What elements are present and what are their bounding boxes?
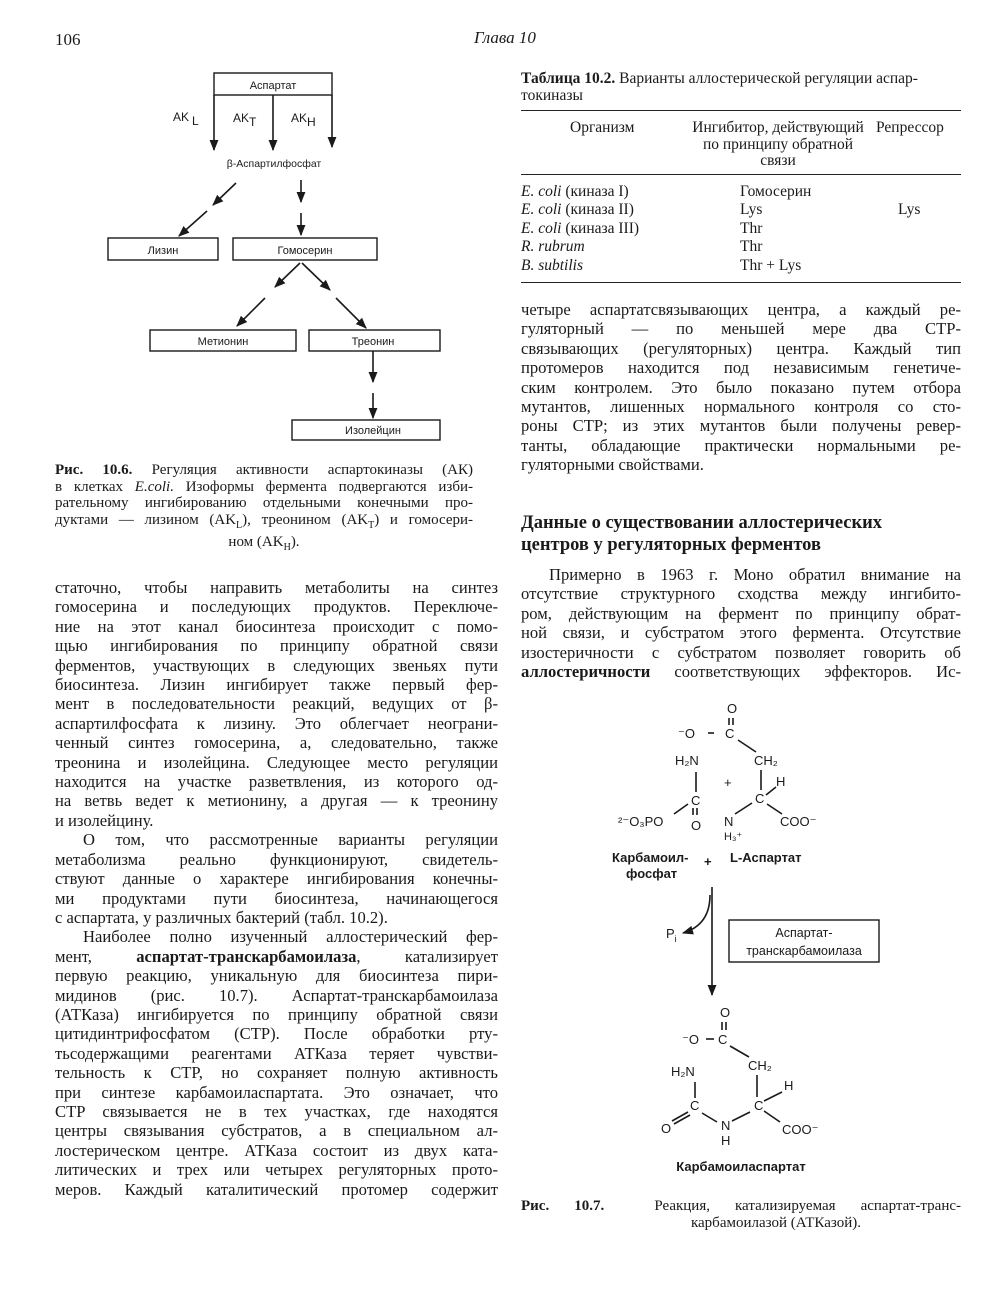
arrow-to-methionine-part2: [237, 298, 265, 326]
svg-text:+: +: [724, 775, 732, 790]
figure-10-7-reaction-diagram: [600, 700, 900, 1190]
product-label: Карбамоиласпартат: [676, 1159, 806, 1174]
pi-label: $P_i$: [666, 926, 677, 944]
svg-text:⁻O: ⁻O: [678, 726, 695, 741]
svg-text:CH₂: CH₂: [748, 1058, 772, 1073]
figure-10-6-pathway-diagram: [0, 0, 500, 450]
svg-text:O: O: [727, 701, 738, 716]
svg-text:COO⁻: COO⁻: [782, 1122, 819, 1137]
aspartyl-phosphate-label: β-Аспартилфосфат: [226, 158, 322, 170]
svg-text:O: O: [661, 1121, 672, 1136]
svg-text:O: O: [691, 818, 702, 833]
table-header-rule: [521, 174, 961, 175]
svg-text:O: O: [720, 1005, 731, 1020]
ak-l-label: AK L: [173, 110, 199, 128]
right-column-paragraph-1: четыре аспартатсвязывающих центра, а каждый ре- гуляторный — по меньшей мере два CTP- связывающих (регуляторных) центра. Каждый тип протомеров находится под независимым генетиче- ским контролем. Это было показано путем отбора мутантов, лишенных нормального контроля со сто- роны CTP; из этих мутантов были получены ревер- танты, обладающие практически нормальными ре- гуляторными свойствами.: [521, 300, 961, 475]
enzyme-label-line2: транскарбамоилаза: [746, 944, 862, 958]
figure-10-7-caption: Рис. 10.7. Реакция, катализируемая аспартат-транс- карбамоилазой (АТКазой).: [521, 1198, 962, 1231]
svg-text:⁻O: ⁻O: [682, 1032, 699, 1047]
left-column-text: статочно, чтобы направить метаболиты на синтез гомосерина и последующих продуктов. Переключе- ние на этот канал биосинтеза происходит с помо- щью ингибирования по принципу обратной связи ферментов, участвующих в следующих звеньях пути биосинтеза. Лизин ингибирует также первый фер- мент в последовательности реакций, ведущих от β- аспартилфосфата к лизину. Это облегчает неограни- ченный синтез гомосерина, а, следовательно, также треонина и изолейцина. Следующее место регуляции находится на участке разветвления, из которого од- на ветвь ведет к метионину, а другая — к треонину и изолейцину. О том, что рассмотренные варианты регуляции метаболизма реально функционируют, свидетель- ствуют данные о характере ингибирования конечны- ми продуктами пути биосинтеза, начинающегося с аспартата, у различных бактерий (табл. 10.2). Наиболее полно изученный аллостерический фер- мент, аспартат-транскарбамоилаза, катализирует первую реакцию, уникальную для биосинтеза пири- мидинов (рис. 10.7). Аспартат-транскарбамоилаза (АТКаза) ингибируется по принципу обратной связи цитидинтрифосфатом (CTP). После обработки рту- тьсодержащими реагентами АТКаза теряет чувстви- тельность к CTP, но сохраняет полную активность при синтезе карбамоиласпартата. Это означает, что CTP связывается не в тех участках, где находятся центры связывания субстратов, а в специальном ал- лостерическом центре. АТКаза состоит из двух ката- литических и трех или четырех регуляторных прото- меров. Каждый каталитический протомер содержит: [55, 578, 498, 1199]
arrow-to-threonine-part1: [302, 263, 330, 290]
svg-text:²⁻O₃PO: ²⁻O₃PO: [618, 814, 664, 829]
svg-text:H₂N: H₂N: [675, 753, 699, 768]
col-header-repressor: Репрессор: [876, 119, 944, 136]
caption-label: Рис. 10.7.: [521, 1198, 605, 1214]
svg-text:C: C: [755, 791, 765, 806]
table-10-2-title: Таблица 10.2. Варианты аллостерической регуляции аспар- токиназы: [521, 70, 918, 104]
svg-text:L-Аспартат: L-Аспартат: [730, 850, 802, 865]
svg-text:C: C: [691, 793, 701, 808]
table-top-rule: [521, 110, 961, 111]
svg-text:CH₂: CH₂: [754, 753, 778, 768]
lysine-label: Лизин: [147, 245, 179, 257]
enzyme-label-line1: Аспартат-: [775, 926, 833, 940]
pi-release-arrow: [683, 895, 710, 933]
aspartate-label: Аспартат: [249, 80, 297, 92]
table-bottom-rule: [521, 282, 961, 283]
product-structure: [661, 1005, 818, 1148]
svg-text:C: C: [754, 1098, 764, 1113]
svg-text:N: N: [724, 814, 734, 829]
svg-text:Карбамоил-: Карбамоил-: [612, 850, 689, 865]
running-head-chapter: Глава 10: [474, 28, 536, 47]
svg-text:C: C: [718, 1032, 728, 1047]
reactant-labels: [612, 850, 802, 881]
svg-text:H: H: [721, 1133, 731, 1148]
svg-text:H₃⁺: H₃⁺: [724, 831, 743, 843]
svg-text:COO⁻: COO⁻: [780, 814, 817, 829]
isoleucine-label: Изолейцин: [345, 425, 401, 437]
ak-h-label: AKH: [291, 111, 316, 129]
homoserine-label: Гомосерин: [277, 245, 333, 257]
arrow-to-lysine-part2: [179, 211, 207, 236]
svg-text:H: H: [776, 774, 786, 789]
col-header-inhibitor: Ингибитор, действующий по принципу обратной связи: [692, 119, 864, 169]
reactants-structure: [618, 701, 816, 843]
svg-text:+: +: [704, 854, 712, 869]
ak-t-label: AKT: [233, 111, 257, 129]
threonine-label: Треонин: [351, 336, 395, 348]
right-column-paragraph-2: Примерно в 1963 г. Моно обратил внимание на отсутствие структурного сходства между ингибито- ром, действующим на фермент по принципу обрат- ной связи, и субстратом этого фермента. Отсутствие изостеричности с субстратом позволяет говорить об аллостеричности соответствующих эффекторов. Ис-: [521, 565, 961, 682]
arrow-to-threonine-part2: [336, 298, 366, 328]
arrow-to-lysine-part1: [213, 183, 236, 205]
caption-label: Рис. 10.6.: [55, 462, 133, 478]
svg-text:C: C: [725, 726, 735, 741]
svg-text:H₂N: H₂N: [671, 1064, 695, 1079]
figure-10-6-caption: Рис. 10.6. Регуляция активности аспартокиназы (АК) в клетках E.coli. Изоформы фермента подвергаются изби- рательному ингибированию отдельными конечными про- дуктами — лизином $(AK_L)$, треонином $(AK_T)$ и гомосери- ном $(AK_H)$.: [55, 462, 474, 554]
svg-text:H: H: [784, 1078, 794, 1093]
page-number: 106: [55, 30, 81, 49]
section-heading: Данные о существовании аллостерических центров у регуляторных ферментов: [521, 513, 883, 555]
svg-text:фосфат: фосфат: [626, 866, 678, 881]
svg-text:C: C: [690, 1098, 700, 1113]
col-header-organism: Организм: [570, 119, 635, 136]
methionine-label: Метионин: [197, 336, 249, 348]
arrow-to-methionine-part1: [275, 263, 300, 287]
svg-text:N: N: [721, 1118, 731, 1133]
